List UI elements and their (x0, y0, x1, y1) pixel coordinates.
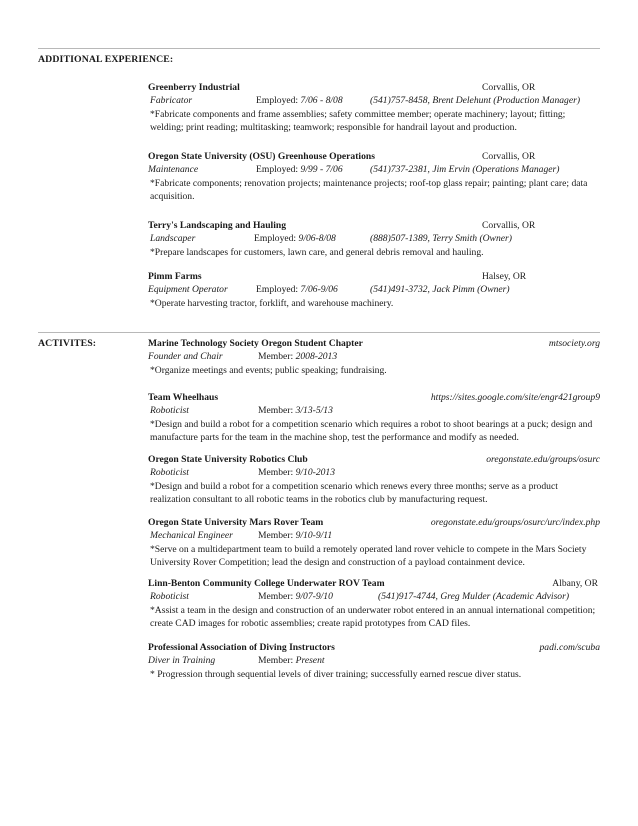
activity-description: *Serve on a multidepartment team to build a remotely operated land rover vehicle to compete in the Mars Society University Rover Competition; lead the design and construction of a payload containment device. (150, 544, 587, 568)
organization-name: Team Wheelhaus (148, 392, 219, 403)
activity-entry (148, 392, 600, 444)
employment-dates: Employed: 7/06 - 8/08 (256, 95, 343, 106)
activity-entry (148, 338, 600, 377)
employer-location: Corvallis, OR (482, 82, 536, 93)
organization-website: oregonstate.edu/groups/osurc/urc/index.php (430, 517, 600, 528)
member-role: Diver in Training (148, 655, 216, 666)
section-title-activities: ACTIVITES: (38, 338, 97, 349)
job-title: Equipment Operator (148, 284, 228, 295)
organization-website: https://sites.google.com/site/engr421group9 (430, 392, 600, 403)
organization-website: padi.com/scuba (539, 642, 600, 653)
employer-location: Halsey, OR (482, 271, 527, 282)
job-title: Fabricator (150, 95, 193, 106)
organization-name: Oregon State University Mars Rover Team (148, 517, 324, 528)
activity-entry (148, 517, 600, 569)
employer-location: Corvallis, OR (482, 151, 536, 162)
organization-name: Oregon State University Robotics Club (148, 454, 308, 465)
organization-name: Professional Association of Diving Instructors (148, 642, 335, 653)
experience-entry (148, 82, 600, 134)
section-divider (38, 332, 600, 333)
section-title-additional-experience: ADDITIONAL EXPERIENCE: (38, 54, 174, 65)
membership-dates: Member: 3/13-5/13 (258, 405, 333, 416)
job-description: *Operate harvesting tractor, forklift, and warehouse machinery. (150, 298, 394, 309)
organization-name: Linn-Benton Community College Underwater ROV Team (148, 578, 385, 589)
employer-name: Greenberry Industrial (148, 82, 240, 93)
job-description: *Prepare landscapes for customers, lawn care, and general debris removal and hauling. (150, 247, 484, 258)
organization-name: Marine Technology Society Oregon Student Chapter (148, 338, 363, 349)
organization-website: mtsociety.org (548, 338, 600, 349)
reference-contact: (541)737-2381, Jim Ervin (Operations Manager) (370, 164, 560, 175)
reference-contact: (888)507-1389, Terry Smith (Owner) (370, 233, 512, 244)
activity-entry (148, 578, 600, 630)
organization-location: Albany, OR (552, 578, 598, 589)
employer-name: Terry's Landscaping and Hauling (148, 220, 286, 231)
membership-dates: Member: 9/10-2013 (258, 467, 336, 478)
membership-dates: Member: 9/07-9/10 (258, 591, 333, 602)
activity-description: *Design and build a robot for a competition scenario which requires a robot to shoot bearings at a puck; design and manufacture parts for the team in the machine shop, test the performance and modify as needed. (150, 419, 593, 443)
member-role: Roboticist (150, 467, 189, 478)
activity-description: * Progression through sequential levels of diver training; successfully earned rescue diver status. (150, 669, 522, 680)
employment-dates: Employed: 9/06-8/08 (254, 233, 336, 244)
experience-entry (148, 220, 600, 259)
experience-entry (148, 271, 600, 310)
job-title: Maintenance (148, 164, 199, 175)
employment-dates: Employed: 7/06-9/06 (256, 284, 338, 295)
activity-entry (148, 454, 600, 506)
membership-dates: Member: Present (258, 655, 325, 666)
activity-description: *Organize meetings and events; public speaking; fundraising. (150, 365, 387, 376)
membership-dates: Member: 9/10-9/11 (258, 530, 333, 541)
member-role: Founder and Chair (148, 351, 223, 362)
activity-entry (148, 642, 600, 681)
employment-dates: Employed: 9/99 - 7/06 (256, 164, 343, 175)
reference-contact: (541)491-3732, Jack Pimm (Owner) (370, 284, 510, 295)
job-description: *Fabricate components and frame assemblies; safety committee member; operate machinery; layout; fitting; welding; print reading; multitasking; teamwork; responsible for handrail layout and production. (150, 109, 566, 133)
job-title: Landscaper (150, 233, 196, 244)
organization-website: oregonstate.edu/groups/osurc (486, 454, 600, 465)
section-divider (38, 48, 600, 49)
employer-name: Oregon State University (OSU) Greenhouse Operations (148, 151, 375, 162)
reference-contact: (541)917-4744, Greg Mulder (Academic Advisor) (378, 591, 570, 602)
experience-entry (148, 151, 600, 203)
member-role: Mechanical Engineer (150, 530, 233, 541)
employer-name: Pimm Farms (148, 271, 202, 282)
member-role: Roboticist (150, 591, 189, 602)
activity-description: *Design and build a robot for a competition scenario which renews every three months; serve as a product realization consultant to all robotic teams in the robotics club by manufacturing request. (150, 481, 558, 505)
member-role: Roboticist (150, 405, 189, 416)
job-description: *Fabricate components; renovation projects; maintenance projects; roof-top glass repair; painting; plant care; data acquisition. (150, 178, 588, 202)
membership-dates: Member: 2008-2013 (258, 351, 338, 362)
employer-location: Corvallis, OR (482, 220, 536, 231)
activity-description: *Assist a team in the design and construction of an underwater robot entered in an annual international competition; create CAD images for robotic assemblies; create rapid prototypes from CAD files. (150, 605, 596, 629)
reference-contact: (541)757-8458, Brent Delehunt (Production Manager) (370, 95, 581, 106)
